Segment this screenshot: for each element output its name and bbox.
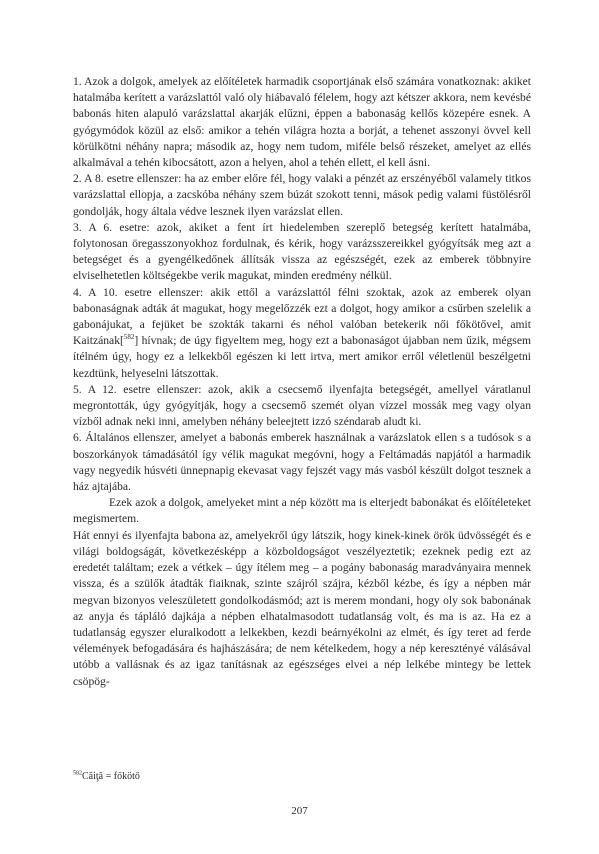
- paragraph-1: 1. Azok a dolgok, amelyek az előítéletek harmadik csoportjának első számára vonatkoznak: akiket hatalmába kerített a varázslattól való oly hiábavaló félelem, hogy azt kétszer akkora, nem kevésbé babonás hiten alapuló varázslattal akarják elűzni, éppen a babonaság kellős közepére esnek. A gyógymódok közül az első: amikor a tehén világra hozta a borját, a tehenet asszonyi övvel kell körülkötni néhány napra; második az, hogy nem tudom, miféle belső részeket, amelyet az ellés alkalmával a tehén kibocsátott, azon a helyen, ahol a tehén ellett, el kell ásni.: [73, 75, 531, 170]
- page-number: 207: [291, 805, 308, 817]
- footnote: [73, 770, 531, 783]
- footnote-number: 582: [73, 770, 82, 777]
- paragraph-2: 2. A 8. esetre ellenszer: ha az ember előre fél, hogy valaki a pénzét az erszényéből valamely titkos varázslattal ellopja, a zacskóba néhány szem búzát szokott tenni, mások pedig valami füstölésről gondolják, hogy általa védve lesznek ilyen varázslat ellen.: [73, 172, 531, 218]
- paragraph-4-text-before: 4. A 10. esetre ellenszer: akik ettől a varázslattól félni szoktak, azok az emberek olyan babonaságnak adták át magukat, hogy megelőzzék ezt a dolgot, hogy amikor a csűrben szelelik a gabonájukat, a fejüket be szokták takarni és néhol valóban betekerik női főkötővel, amit Kaitzának[: [73, 285, 531, 348]
- footnote-text: Căiţă = főkötő: [82, 771, 140, 782]
- footnote-reference[interactable]: 582: [123, 333, 135, 342]
- paragraph-3: 3. A 6. esetre: azok, akiket a fent írt hiedelemben szereplő betegség kerített hatalmába, folytonosan öregasszonyokhoz fordulnak, és kérik, hogy varázsszereikkel gyógyítsák meg azt a betegséget és a gyengélkedőnek állítsák vissza az egészségét, ezek az emberek többnyire elviselhetetlen költségekbe verik magukat, minden eredmény nélkül.: [73, 220, 531, 283]
- paragraph-8: Hát ennyi és ilyenfajta babona az, amelyekről úgy látszik, hogy kinek-kinek örök üdvösségét és e világi boldogságát, következésképp a közboldogságot veszélyeztetik; ezeknek pedig ezt az eredetét találtam; ezek a vétkek – úgy ítélem meg – a pogány babonaság maradványaira mennek vissza, és a szülők átadták fiaiknak, szinte szájról szájra, kézből kézbe, és így a népben már megvan bizonyos veleszületett gondolkodásmód; azt is merem mondani, hogy oly sok babonának az anyja és tápláló dajkája a népben elhatalmasodott tudatlanság volt, és ma is az. Ha ez a tudatlanság egyszer eluralkodott a lelkekben, kezdi beárnyékolni az elmét, és így teret ad ferde vélemények befogadására és hajhászására; de nem kételkedem, hogy a nép keresztényé válásával utóbb a vallásnak és az igaz tanításnak az egészséges elvei a nép lelkébe mintegy be lettek csöpög-: [73, 528, 531, 688]
- paragraph-4: [73, 285, 531, 382]
- paragraph-6: 6. Általános ellenszer, amelyet a babonás emberek használnak a varázslatok ellen s a tudósok s a boszorkányok támadásától így vélik magukat megóvni, hogy a Feltámadás napjától a harmadik vagy negyedik húsvéti ünnepnapig ekevasat vagy fejszét vagy más vasból készült dolgot tesznek a ház ajtajába.: [73, 431, 531, 494]
- paragraph-4-text-after: ] hívnak; de úgy figyeltem meg, hogy ezt a babonaságot újabban nem űzik, mégsem ítélném úgy, hogy ez a lelkekből egészen ki lett irtva, mert amikor erről véletlenül beszélgetni kezdtünk, helyeselni látszottak.: [73, 334, 531, 380]
- paragraph-7: Ezek azok a dolgok, amelyeket mint a nép között ma is elterjedt babonákat és előítéleteket megismertem.: [73, 496, 531, 526]
- main-text: [73, 74, 531, 690]
- paragraph-5: 5. A 12. esetre ellenszer: azok, akik a csecsemő ilyenfajta betegségét, amellyel váratlanul megrontották, úgy gyógyítják, hogy a csecsemő szemét olyan vízzel mossák meg vagy olyan vízből adnak neki inni, amelyben néhány beleejtett izzó széndarab aludt ki.: [73, 382, 531, 429]
